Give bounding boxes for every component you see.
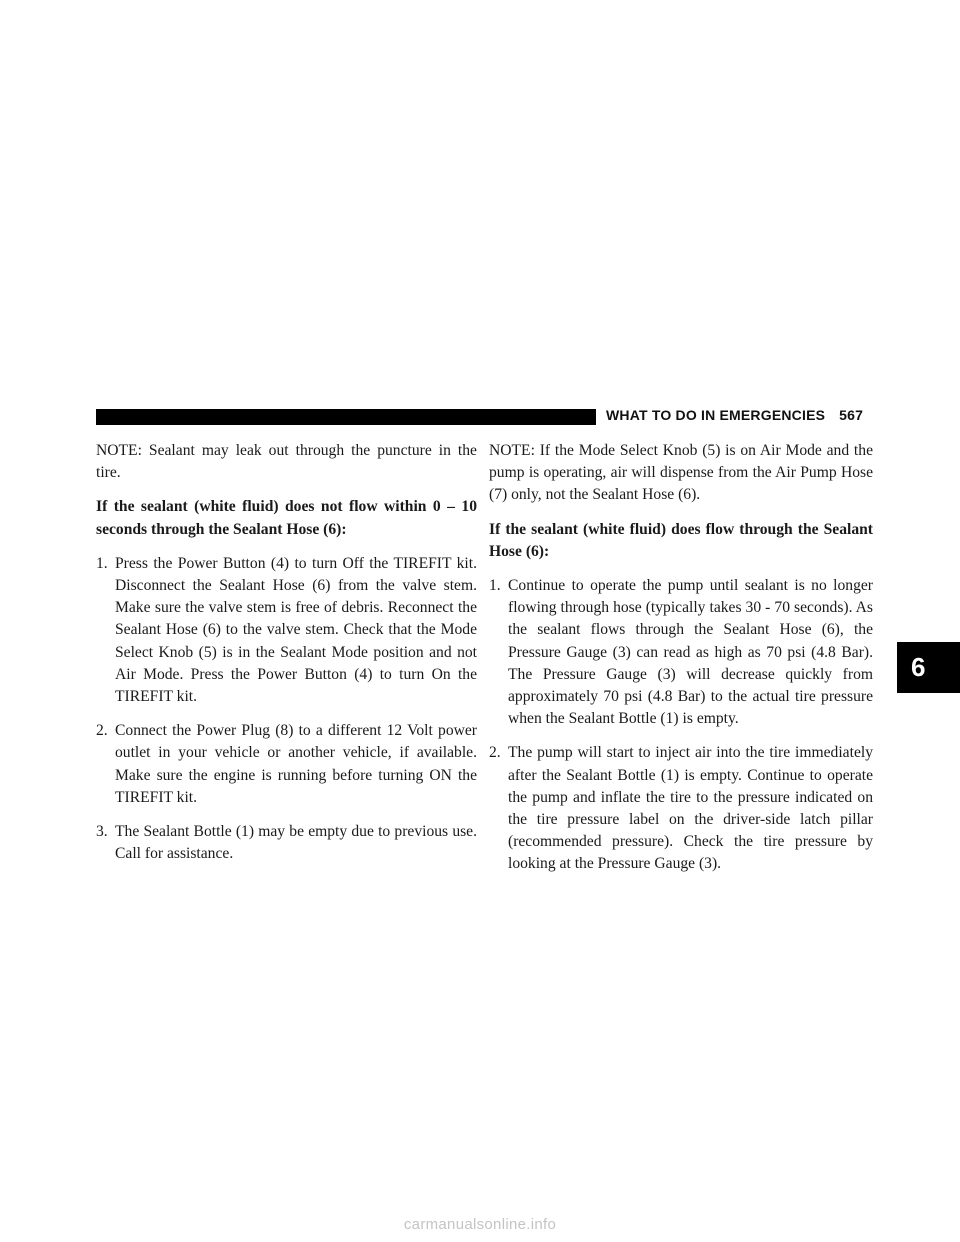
left-column: [96, 440, 477, 877]
watermark: carmanualsonline.info: [403, 1216, 557, 1233]
note-paragraph: [96, 440, 477, 484]
list-item-text: Press the Power Button (4) to turn Off the TIREFIT kit. Disconnect the Sealant Hose (6) from the valve stem. Make sure the valve stem is free of debris. Reconnect the Sealant Hose (6) to the valve stem. Check that the Mode Select Knob (5) is in the Sealant Mode position and not Air Mode. Press the Power Button (4) to turn On the TIREFIT kit.: [115, 554, 477, 706]
right-column: [489, 440, 873, 888]
note-label: NOTE:: [489, 442, 535, 459]
list-item-text: Continue to operate the pump until sealant is no longer flowing through hose (typically takes 30 - 70 seconds). As the sealant flows through the Sealant Hose (6), the Pressure Gauge (3) can read as high as 70 psi (4.8 Bar). The Pressure Gauge (3) will decrease quickly from approximately 70 psi (4.8 Bar) to the actual tire pressure when the Sealant Bottle (1) is empty.: [508, 577, 873, 728]
section-heading: If the sealant (white fluid) does flow through the Sealant Hose (6):: [489, 520, 873, 560]
list-item-number: 1.: [489, 577, 501, 595]
list-item-number: 3.: [96, 823, 108, 841]
page-number: 567: [839, 407, 864, 423]
list-item: [489, 742, 873, 875]
section-heading: If the sealant (white fluid) does not flow within 0 – 10 seconds through the Sealant Hose (6):: [96, 498, 477, 538]
header-rule: [96, 409, 596, 425]
section-title: WHAT TO DO IN EMERGENCIES: [606, 407, 826, 423]
list-item: [96, 821, 477, 865]
note-paragraph: [489, 440, 873, 507]
chapter-tab: 6: [897, 642, 960, 693]
list-item-number: 1.: [96, 554, 108, 572]
list-item-number: 2.: [96, 722, 108, 740]
note-text: Sealant may leak out through the puncture in the tire.: [96, 442, 477, 482]
note-text: If the Mode Select Knob (5) is on Air Mode and the pump is operating, air will dispense from the Air Pump Hose (7) only, not the Sealant Hose (6).: [489, 442, 873, 504]
list-item-text: Connect the Power Plug (8) to a different 12 Volt power outlet in your vehicle or another vehicle, if available. Make sure the engine is running before turning ON the TIREFIT kit.: [115, 722, 477, 806]
list-item: [96, 720, 477, 809]
list-item-text: The Sealant Bottle (1) may be empty due to previous use. Call for assistance.: [115, 823, 477, 863]
list-item-number: 2.: [489, 744, 501, 762]
list-item-text: The pump will start to inject air into the tire immediately after the Sealant Bottle (1) is empty. Continue to operate the pump and inflate the tire to the pressure indicated on the tire pressure label on the driver-side latch pillar (recommended pressure). Check the tire pressure by looking at the Pressure Gauge (3).: [508, 744, 873, 873]
running-header: [606, 407, 863, 423]
list-item: [489, 575, 873, 730]
list-item: [96, 553, 477, 708]
note-label: NOTE:: [96, 442, 142, 459]
